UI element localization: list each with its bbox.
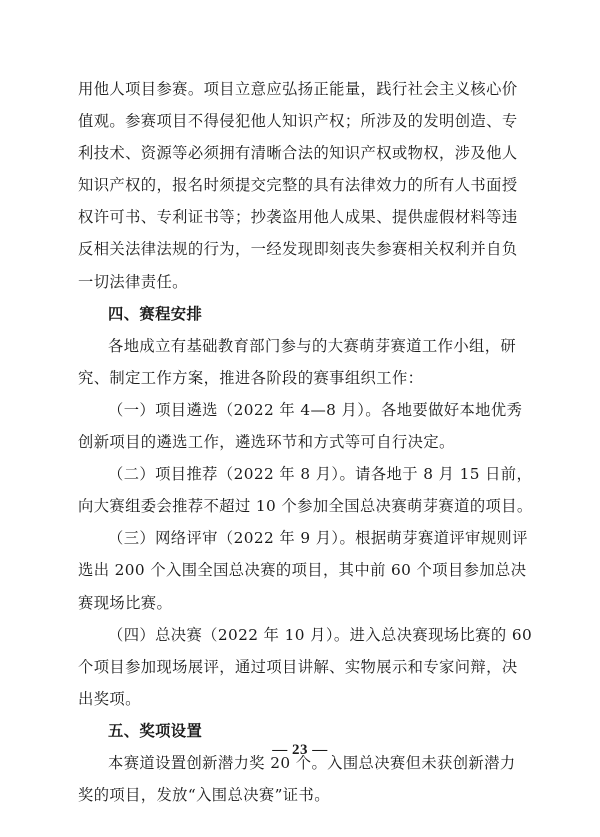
schedule-intro-paragraph (78, 330, 528, 394)
text-line: 知识产权的，报名时须提交完整的具有法律效力的所有人书面授 (78, 176, 518, 195)
text-line: 用他人项目参赛。项目立意应弘扬正能量，践行社会主义核心价 (78, 80, 518, 98)
text-line: 反相关法律法规的行为，一经发现即刻丧失参赛相关权利并自负 (78, 240, 518, 259)
text-line: 创新项目的遴选工作，遴选环节和方式等可自行决定。 (78, 433, 455, 452)
text-line: 权许可书、专利证书等；抄袭盗用他人成果、提供虚假材料等违 (78, 208, 518, 227)
text-line: 选出 200 个入围全国总决赛的项目，其中前 60 个项目参加总决 (78, 561, 527, 580)
section-heading-schedule: 四、赛程安排 (108, 304, 203, 323)
text-line: 出奖项。 (78, 689, 141, 708)
text-line: 个项目参加现场展评，通过项目讲解、实物展示和专家问辩，决 (78, 657, 518, 676)
text-line: 各地成立有基础教育部门参与的大赛萌芽赛道工作小组，研 (108, 336, 517, 355)
page-number: — 23 — (272, 742, 328, 758)
text-line: （一）项目遴选（2022 年 4—8 月）。各地要做好本地优秀 (108, 400, 523, 419)
text-line: 向大赛组委会推荐不超过 10 个参加全国总决赛萌芽赛道的项目。 (78, 497, 533, 516)
text-line: 本赛道设置创新潜力奖 20 个。入围总决赛但未获创新潜力 (108, 753, 516, 772)
stage-selection-paragraph (78, 394, 528, 458)
text-line: （二）项目推荐（2022 年 8 月）。请各地于 8 月 15 日前， (108, 465, 533, 484)
text-line: 一切法律责任。 (78, 272, 188, 291)
text-line: 奖的项目，发放“入围总决赛”证书。 (78, 786, 330, 805)
intro-paragraph (78, 73, 528, 298)
stage-recommendation-paragraph (78, 458, 533, 522)
text-line: （四）总决赛（2022 年 10 月）。进入总决赛现场比赛的 60 (108, 625, 533, 644)
stage-online-review-paragraph (78, 522, 528, 618)
text-line: 利技术、资源等必须拥有清晰合法的知识产权或物权，涉及他人 (78, 144, 518, 163)
text-line: 赛现场比赛。 (78, 593, 173, 612)
text-line: （三）网络评审（2022 年 9 月）。根据萌芽赛道评审规则评 (108, 529, 528, 548)
document-page (78, 73, 533, 811)
text-line: 值观。参赛项目不得侵犯他人知识产权；所涉及的发明创造、专 (78, 112, 518, 131)
section-heading-awards: 五、奖项设置 (108, 721, 203, 740)
text-line: 究、制定工作方案，推进各阶段的赛事组织工作： (78, 368, 424, 387)
stage-finals-paragraph (78, 619, 533, 715)
